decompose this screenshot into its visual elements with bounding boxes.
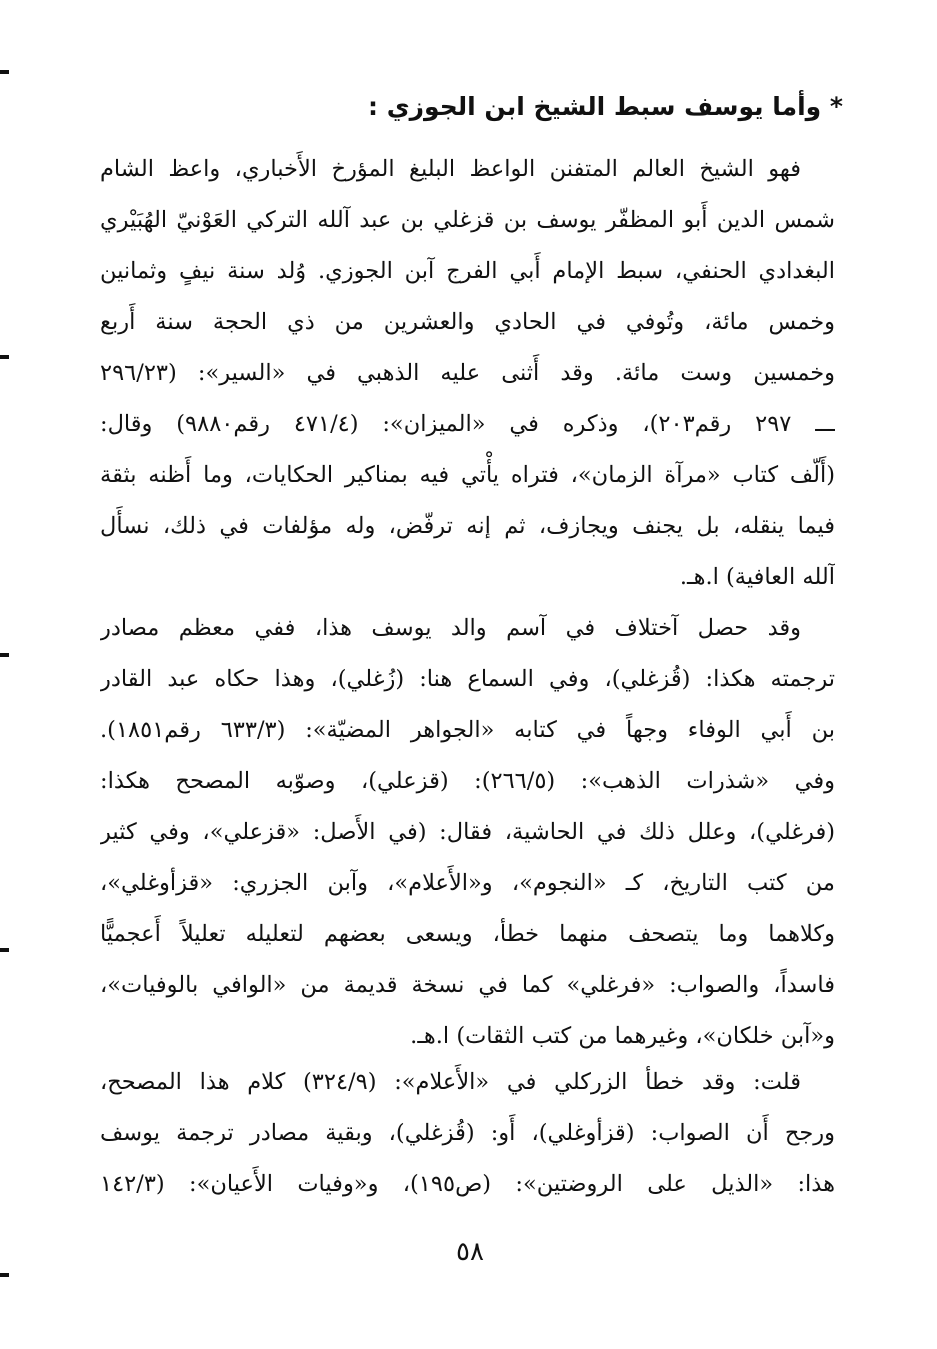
text-line: (فرغلي)، وعلل ذلك في الحاشية، فقال: (في الأَصل: «قزعلي»، وفي كثير [100, 819, 835, 845]
text-line: فاسداً، والصواب: «فرغلي» كما في نسخة قديمة من «الوافي بالوفيات»، [100, 972, 835, 998]
scan-edge-mark [0, 948, 9, 952]
text-line: وخمسين وست مائة. وقد أَثنى عليه الذهبي في «السير»: (٢٩٦/٢٣ [100, 360, 835, 386]
text-line: فيما ينقله، بل يجنف ويجازف، ثم إنه ترفّض، وله مؤلفات في ذلك، نسأَل [100, 513, 835, 539]
text-line: من كتب التاريخ، كـ «النجوم»، و«الأَعلام»، وآبن الجزري: «قزأوغلي»، [100, 870, 835, 896]
text-line: وخمس مائة، وتُوفي في الحادي والعشرين من ذي الحجة سنة أَربع [100, 309, 835, 335]
text-line: و«آبن خلكان»، وغيرهما من كتب الثقات) ا.هـ. [410, 1023, 835, 1049]
text-line: ـــ ٢٩٧ رقم٢٠٣)، وذكره في «الميزان»: (٤٧١/٤ رقم٩٨٨٠) وقال: [100, 411, 835, 437]
text-line: آلله العافية) ا.هـ. [679, 564, 835, 590]
text-line: شمس الدين أَبو المظفّر يوسف بن قزغلي بن عبد آلله التركي العَوْنيّ الهُبَيْري [100, 207, 835, 233]
text-line: وقد حصل آختلاف في آسم والد يوسف هذا، ففي معظم مصادر [100, 615, 801, 641]
scan-edge-mark [0, 1273, 9, 1277]
page-number: ٥٨ [456, 1237, 484, 1267]
text-line: البغدادي الحنفي، سبط الإمام أَبي الفرج آبن الجوزي. وُلد سنة نيفٍ وثمانين [100, 258, 835, 284]
text-line: فهو الشيخ العالم المتفنن الواعظ البليغ المؤرخ الأَخباري، واعظ الشام [100, 156, 801, 182]
text-line: وفي «شذرات الذهب»: (٢٦٦/٥): (قزعلي)، وصوّبه المصحح هكذا: [100, 768, 835, 794]
text-line: بن أَبي الوفاء وجهاً في كتابه «الجواهر المضيّة»: (٦٣٣/٣ رقم١٨٥١). [100, 717, 835, 743]
text-line: ورجح أَن الصواب: (قزأوغلي)، أَو: (قُزغلي)، وبقية مصادر ترجمة يوسف [100, 1120, 835, 1146]
text-line: وكلاهما وما يتصحف منهما خطأ، ويسعى بعضهم لتعليله تعليلاً أَعجميًّا [100, 921, 835, 947]
text-line: قلت: وقد خطأ الزركلي في «الأَعلام»: (٣٢٤/٩) كلام هذا المصحح، [100, 1069, 801, 1095]
text-line: هذا: «الذيل على الروضتين»: (ص١٩٥)، و«وفيات الأَعيان»: (١٤٢/٣ [100, 1171, 835, 1197]
scan-edge-mark [0, 653, 9, 657]
scan-edge-mark [0, 70, 9, 74]
scan-edge-mark [0, 355, 9, 359]
text-line: (أَلّف كتاب «مرآة الزمان»، فتراه يأْتي فيه بمناكير الحكايات، وما أَظنه بثقة [100, 462, 835, 488]
paragraph-biography [100, 144, 835, 603]
paragraph-note [100, 1057, 835, 1210]
section-heading: * وأما يوسف سبط الشيخ ابن الجوزي : [368, 92, 843, 121]
paragraph-name-discussion [100, 603, 835, 1062]
text-line: ترجمته هكذا: (قُزغلي)، وفي السماع هنا: (زُغلي)، وهذا حكاه عبد القادر [100, 666, 835, 692]
